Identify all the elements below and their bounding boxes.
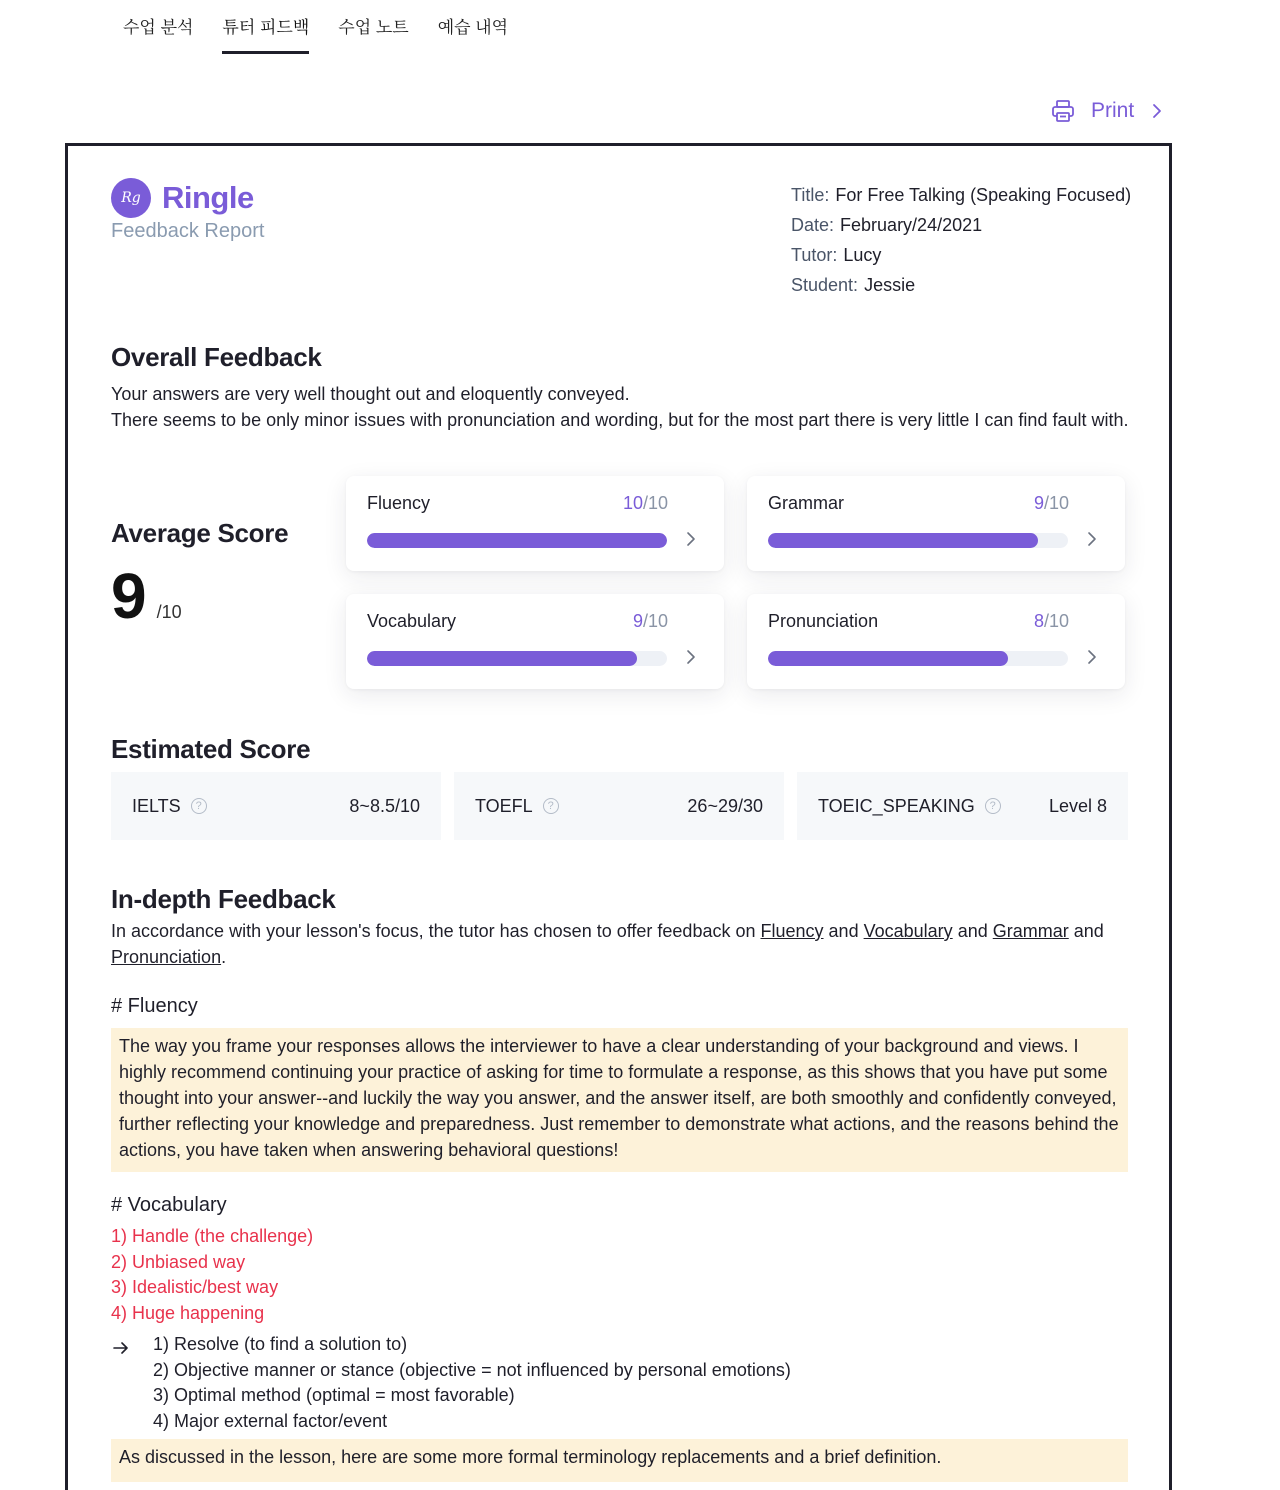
- list-item: 1) Resolve (to find a solution to): [153, 1334, 408, 1354]
- score-value: 9/10: [632, 611, 668, 631]
- help-icon[interactable]: ?: [543, 798, 559, 814]
- list-item: 2) Objective manner or stance (objective = not influenced by personal emotions): [153, 1359, 791, 1380]
- estimate-label: IELTS: [132, 795, 181, 816]
- estimate-value: Level 8: [1048, 795, 1107, 816]
- score-card-grammar[interactable]: [747, 476, 1125, 571]
- score-label: Fluency: [367, 493, 431, 513]
- list-item: 3) Optimal method (optimal = most favorable): [153, 1385, 515, 1405]
- meta-date: Date: February/24/2021: [791, 215, 983, 235]
- score-bar-fill: [768, 651, 1008, 666]
- overall-line-1: Your answers are very well thought out and eloquently conveyed.: [111, 384, 630, 404]
- overall-line-2: There seems to be only minor issues with pronunciation and wording, but for the most part there is very little I can find fault with.: [111, 410, 1129, 430]
- fluency-heading: # Fluency: [111, 995, 198, 1017]
- vocabulary-note-box: As discussed in the lesson, here are some more formal terminology replacements and a brief definition.: [111, 1439, 1128, 1482]
- list-item: 1) Handle (the challenge): [111, 1226, 314, 1246]
- score-card-pronunciation[interactable]: [747, 594, 1125, 689]
- arrow-right-icon: [113, 1341, 129, 1360]
- average-score-value: 9: [111, 560, 147, 632]
- score-bar: [768, 651, 1068, 666]
- list-item: 3) Idealistic/best way: [111, 1277, 279, 1297]
- printer-icon: [1050, 98, 1076, 124]
- tab-lesson-notes[interactable]: 수업 노트: [338, 18, 409, 37]
- print-label: Print: [1091, 99, 1135, 122]
- list-item: 4) Huge happening: [111, 1302, 265, 1323]
- ringle-badge-icon: Rg: [111, 178, 151, 218]
- overall-feedback: [111, 342, 1131, 433]
- score-bar-fill: [768, 533, 1038, 548]
- estimated-heading: Estimated Score: [111, 734, 311, 764]
- average-heading: Average Score: [111, 518, 289, 548]
- score-label: Grammar: [768, 493, 844, 513]
- help-icon[interactable]: ?: [191, 798, 207, 814]
- chevron-right-icon: [1087, 531, 1097, 552]
- indepth-heading: In-depth Feedback: [111, 884, 336, 914]
- estimate-toefl: [454, 772, 784, 840]
- estimate-label: TOEIC_SPEAKING: [818, 795, 975, 816]
- help-icon[interactable]: ?: [985, 798, 1001, 814]
- indepth-feedback: [111, 884, 1131, 970]
- print-button[interactable]: [1050, 98, 1162, 124]
- meta-tutor: Tutor: Lucy: [791, 245, 882, 265]
- score-label: Vocabulary: [367, 611, 457, 631]
- link-fluency[interactable]: Fluency: [760, 921, 824, 941]
- tab-preparation-history[interactable]: 예습 내역: [437, 18, 509, 37]
- vocabulary-heading: # Vocabulary: [111, 1194, 227, 1216]
- average-score: [111, 518, 288, 631]
- fluency-feedback-box: The way you frame your responses allows the interviewer to have a clear understanding of your background and views. I highly recommend continuing your practice of asking for time to formulate a response, as this shows that you have put some thought into your answer--and luckily the way you answer, and the answer itself, are both smoothly and confidently conveyed, further reflecting your knowledge and preparedness. Just remember to demonstrate what actions, and the reasons behind the actions, you have taken when answering behavioral questions!: [111, 1028, 1128, 1172]
- list-item: 2) Unbiased way: [111, 1251, 246, 1272]
- vocabulary-mistakes: [111, 1224, 313, 1326]
- estimate-value: 26~29/30: [687, 795, 763, 816]
- chevron-right-icon: [686, 531, 696, 552]
- tab-bar: [123, 0, 537, 54]
- score-bar: [768, 533, 1068, 548]
- lesson-meta: [791, 180, 1131, 300]
- chevron-right-icon: [686, 649, 696, 670]
- link-pronunciation[interactable]: Pronunciation: [111, 947, 222, 967]
- estimate-toeic-speaking: [797, 772, 1128, 840]
- score-bar-fill: [367, 533, 667, 548]
- tab-lesson-analysis[interactable]: 수업 분석: [123, 18, 194, 37]
- vocabulary-replacements: [153, 1332, 791, 1434]
- score-label: Pronunciation: [768, 611, 879, 631]
- score-bar: [367, 651, 667, 666]
- estimate-value: 8~8.5/10: [349, 795, 420, 816]
- score-bar-fill: [367, 651, 637, 666]
- estimate-ielts: [111, 772, 441, 840]
- ringle-logo: [111, 178, 264, 243]
- estimate-label: TOEFL: [475, 795, 533, 816]
- link-vocabulary[interactable]: Vocabulary: [863, 921, 953, 941]
- tab-tutor-feedback[interactable]: 튜터 피드백: [222, 0, 309, 54]
- chevron-right-icon: [1152, 103, 1162, 119]
- meta-title: Title: For Free Talking (Speaking Focused): [791, 185, 1132, 205]
- score-card-fluency[interactable]: [346, 476, 724, 571]
- score-bar: [367, 533, 667, 548]
- average-score-max: /10: [156, 602, 182, 622]
- list-item: 4) Major external factor/event: [153, 1410, 388, 1431]
- logo-name: Ringle: [162, 180, 254, 215]
- score-value: 10/10: [622, 493, 668, 513]
- score-value: 9/10: [1033, 493, 1069, 513]
- feedback-report: [65, 143, 1172, 1490]
- indepth-intro: In accordance with your lesson's focus, the tutor has chosen to offer feedback on Fluency and Vocabulary and Grammar and Pronunciation.: [111, 921, 1104, 967]
- score-card-vocabulary[interactable]: [346, 594, 724, 689]
- link-grammar[interactable]: Grammar: [992, 921, 1069, 941]
- overall-heading: Overall Feedback: [111, 342, 322, 372]
- report-subtitle: Feedback Report: [111, 220, 265, 242]
- meta-student: Student: Jessie: [791, 275, 916, 295]
- chevron-right-icon: [1087, 649, 1097, 670]
- score-value: 8/10: [1033, 611, 1069, 631]
